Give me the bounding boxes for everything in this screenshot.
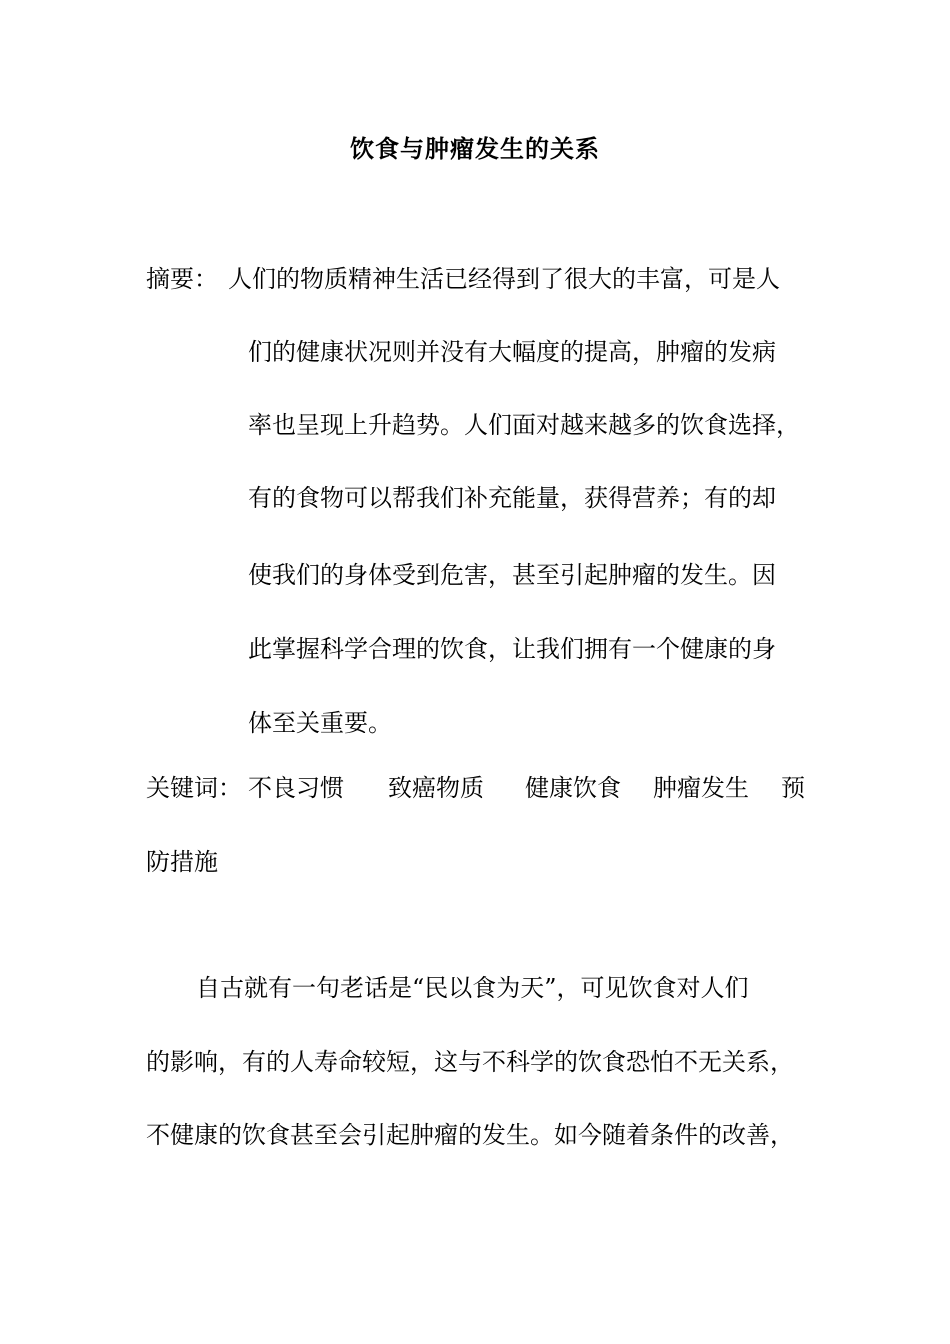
- keyword: 健康饮食: [525, 774, 621, 802]
- keyword: 不良习惯: [248, 774, 344, 802]
- abstract-label: 摘要：: [146, 265, 218, 293]
- keyword: 致癌物质: [388, 774, 484, 802]
- abstract-line: 率也呈现上升趋势。人们面对越来越多的饮食选择，: [248, 411, 800, 439]
- keyword: 预: [781, 774, 805, 802]
- document-title: 饮食与肿瘤发生的关系: [350, 135, 600, 163]
- abstract-line: 使我们的身体受到危害，甚至引起肿瘤的发生。因: [248, 561, 776, 589]
- body-line: 不健康的饮食甚至会引起肿瘤的发生。如今随着条件的改善，: [146, 1121, 794, 1149]
- abstract-line: 体至关重要。: [248, 709, 392, 737]
- keywords-label: 关键词：: [146, 774, 242, 802]
- keyword: 肿瘤发生: [653, 774, 749, 802]
- body-line: 自古就有一句老话是“民以食为天”，可见饮食对人们: [196, 974, 749, 1002]
- abstract-line: 们的健康状况则并没有大幅度的提高，肿瘤的发病: [248, 338, 776, 366]
- body-line: 的影响，有的人寿命较短，这与不科学的饮食恐怕不无关系，: [146, 1048, 794, 1076]
- abstract-line: 此掌握科学合理的饮食，让我们拥有一个健康的身: [248, 635, 776, 663]
- keywords-continuation: 防措施: [146, 848, 218, 876]
- abstract-line: 人们的物质精神生活已经得到了很大的丰富，可是人: [228, 265, 780, 293]
- abstract-line: 有的食物可以帮我们补充能量，获得营养；有的却: [248, 484, 776, 512]
